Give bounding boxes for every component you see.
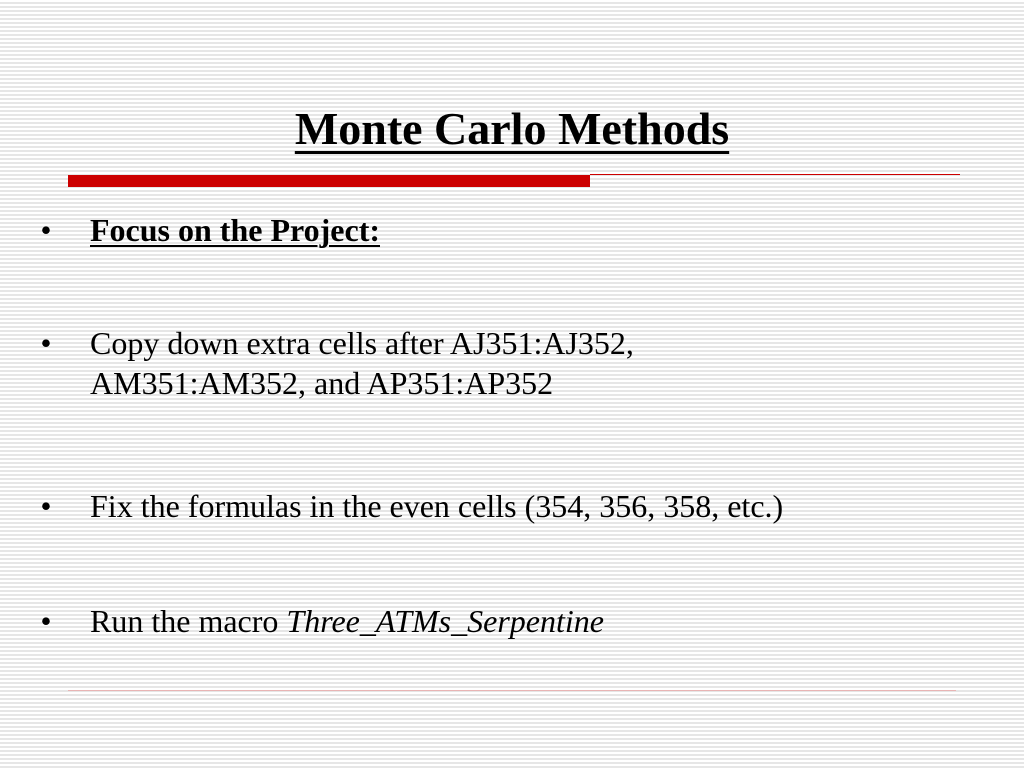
- bullet-text-line-1: Copy down extra cells after AJ351:AJ352,: [90, 325, 634, 361]
- bullet-marker: •: [40, 603, 52, 639]
- bullet-text: Fix the formulas in the even cells (354, 356, 358, etc.): [90, 488, 784, 524]
- bullet-text-block: [90, 323, 990, 403]
- bullet-text-prefix: Run the macro: [90, 603, 287, 639]
- bullet-marker: •: [40, 325, 52, 361]
- bullet-marker: •: [40, 488, 52, 524]
- bullet-text-line-2: AM351:AM352, and AP351:AP352: [90, 365, 554, 401]
- slide-title: Monte Carlo Methods: [294, 103, 730, 154]
- bullet-marker: •: [40, 212, 52, 248]
- bullet-text-block: [90, 601, 990, 641]
- macro-name: Three_ATMs_Serpentine: [286, 603, 604, 639]
- footer-divider: [68, 690, 956, 691]
- bullet-text: Focus on the Project:: [90, 212, 380, 248]
